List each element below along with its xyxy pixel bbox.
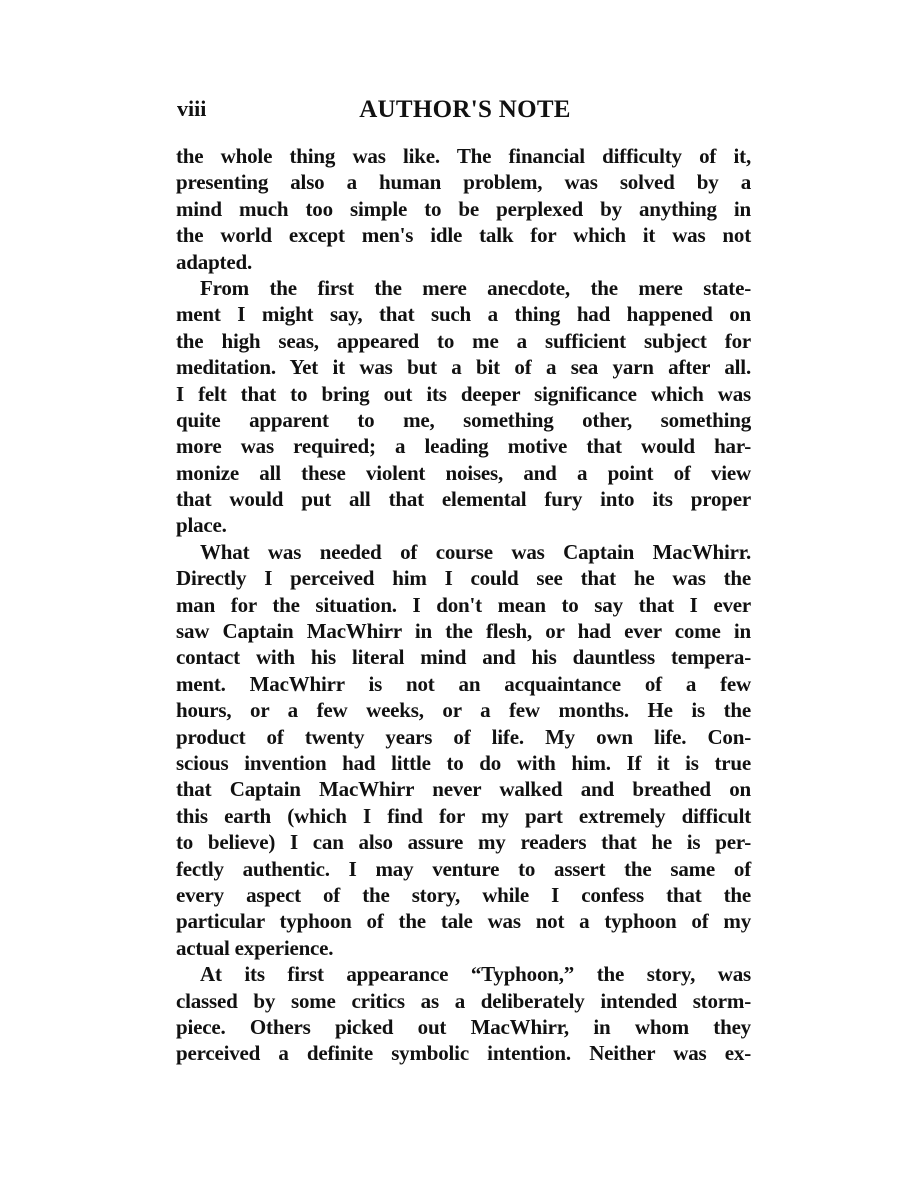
text-line: this earth (which I find for my part extremely difficult [176,803,751,828]
running-header [0,96,900,130]
text-line: scious invention had little to do with him. If it is true [176,750,751,775]
text-line: fectly authentic. I may venture to assert the same of [176,856,751,881]
text-line: the whole thing was like. The financial difficulty of it, [176,144,751,168]
body-text [176,143,751,1067]
text-line: the high seas, appeared to me a sufficient subject for [176,328,751,353]
text-line: presenting also a human problem, was solved by a [176,170,751,195]
text-line: ment I might say, that such a thing had happened on [176,302,751,327]
text-line: classed by some critics as a deliberately intended storm- [176,988,751,1013]
text-line: product of twenty years of life. My own life. Con- [176,724,751,749]
text-line: that would put all that elemental fury into its proper [176,487,751,512]
text-line: ment. MacWhirr is not an acquaintance of a few [176,671,751,696]
text-line: contact with his literal mind and his dauntless tempera- [176,645,751,670]
text-line: the world except men's idle talk for which it was not [176,223,751,248]
text-line: more was required; a leading motive that would har- [176,434,751,459]
text-line: mind much too simple to be perplexed by anything in [176,196,751,221]
text-line: man for the situation. I don't mean to say that I ever [176,592,751,617]
running-title: AUTHOR'S NOTE [359,96,571,123]
text-line: At its first appearance “Typhoon,” the story, was [200,962,751,987]
text-line: saw Captain MacWhirr in the flesh, or had ever come in [176,619,751,644]
text-line: to believe) I can also assure my readers that he is per- [176,830,751,855]
text-line: piece. Others picked out MacWhirr, in whom they [176,1014,751,1039]
text-line: hours, or a few weeks, or a few months. He is the [176,698,751,723]
text-line: every aspect of the story, while I confess that the [176,882,751,907]
text-line: quite apparent to me, something other, something [176,407,751,432]
text-line: adapted. [176,249,253,274]
text-line: monize all these violent noises, and a point of view [176,460,751,485]
text-line: that Captain MacWhirr never walked and breathed on [176,777,751,802]
text-line: Directly I perceived him I could see that he was the [176,566,751,591]
text-line: particular typhoon of the tale was not a typhoon of my [176,909,751,934]
text-line: actual experience. [176,935,334,960]
text-line: What was needed of course was Captain MacWhirr. [200,539,751,564]
text-line: place. [176,513,227,538]
text-line: From the first the mere anecdote, the mere state- [200,275,751,300]
page-number: viii [177,96,207,121]
text-line: perceived a definite symbolic intention. Neither was ex- [176,1041,751,1066]
text-line: meditation. Yet it was but a bit of a sea yarn after all. [176,355,751,380]
text-line: I felt that to bring out its deeper significance which was [176,381,751,406]
